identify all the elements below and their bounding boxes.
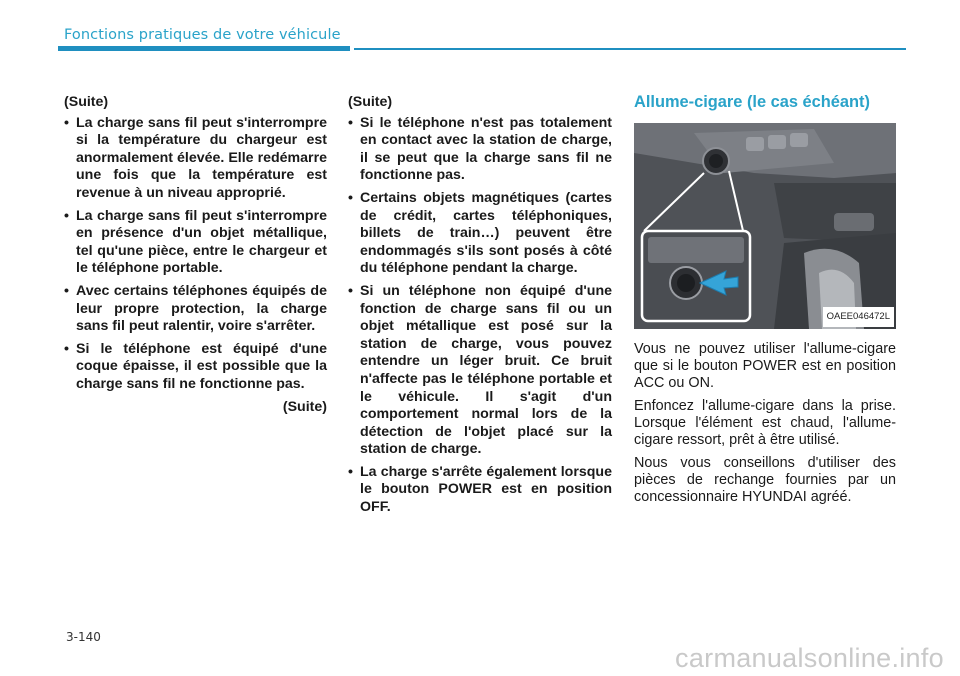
paragraph: Vous ne pouvez utiliser l'allume-cigare que si le bouton POWER est en position ACC ou ON. [634, 340, 896, 391]
continued-label-bottom: (Suite) [282, 398, 327, 415]
section-header: Fonctions pratiques de votre véhicule [64, 27, 341, 43]
image-code: OAEE046472L [823, 307, 894, 327]
console-illustration [634, 123, 896, 329]
page-number: 3-140 [66, 630, 101, 644]
paragraph: Nous vous conseillons d'utiliser des pièces de rechange fournies par un concessionnaire HYUNDAI agréé. [634, 454, 896, 505]
header-rule-thin [354, 48, 906, 50]
list-item: • La charge sans fil peut s'interrompre en présence d'un objet métallique, tel qu'une pièce, entre le chargeur et le téléphone portable. [64, 208, 327, 278]
subsection-title: Allume-cigare (le cas échéant) [634, 93, 870, 111]
bullet-list [348, 115, 612, 517]
list-item: • Si le téléphone n'est pas totalement en contact avec la station de charge, il se peut que la charge sans fil ne fonctionne pas. [348, 115, 612, 185]
column-2 [348, 94, 612, 522]
column-1 [64, 94, 327, 416]
header-rule-thick [58, 46, 350, 51]
continued-label: (Suite) [348, 94, 393, 110]
list-item: • Si le téléphone est équipé d'une coque épaisse, il est possible que la charge sans fil ne fonctionne pas. [64, 341, 327, 394]
continued-label: (Suite) [64, 94, 109, 110]
list-item: • Certains objets magnétiques (cartes de crédit, cartes téléphoniques, billets de train…) peuvent être endommagés s'ils sont posés à côté du téléphone pendant la charge. [348, 190, 612, 278]
column-3 [634, 94, 896, 506]
list-item: • Si un téléphone non équipé d'une fonction de charge sans fil ou un objet métallique est posé sur la station de charge, vous pouvez entendre un léger bruit. Ce bruit n'affecte pas le téléphone portable et le véhicule. Il s'agit d'un comportement normal lors de la détection de l'objet placé sur la station de charge. [348, 283, 612, 459]
watermark: carmanualsonline.info [675, 643, 944, 673]
list-item: • Avec certains téléphones équipés de leur propre protection, la charge sans fil peut ralentir, voire s'arrêter. [64, 283, 327, 336]
paragraph: Enfoncez l'allume-cigare dans la prise. Lorsque l'élément est chaud, l'allume-cigare ressort, prêt à être utilisé. [634, 397, 896, 448]
list-item: • La charge s'arrête également lorsque le bouton POWER est en position OFF. [348, 464, 612, 517]
cigarette-lighter-photo [634, 123, 896, 329]
list-item: • La charge sans fil peut s'interrompre si la température du chargeur est anormalement élevée. Elle redémarre une fois que la température est revenue à un niveau approprié. [64, 115, 327, 203]
bullet-list [64, 115, 327, 394]
